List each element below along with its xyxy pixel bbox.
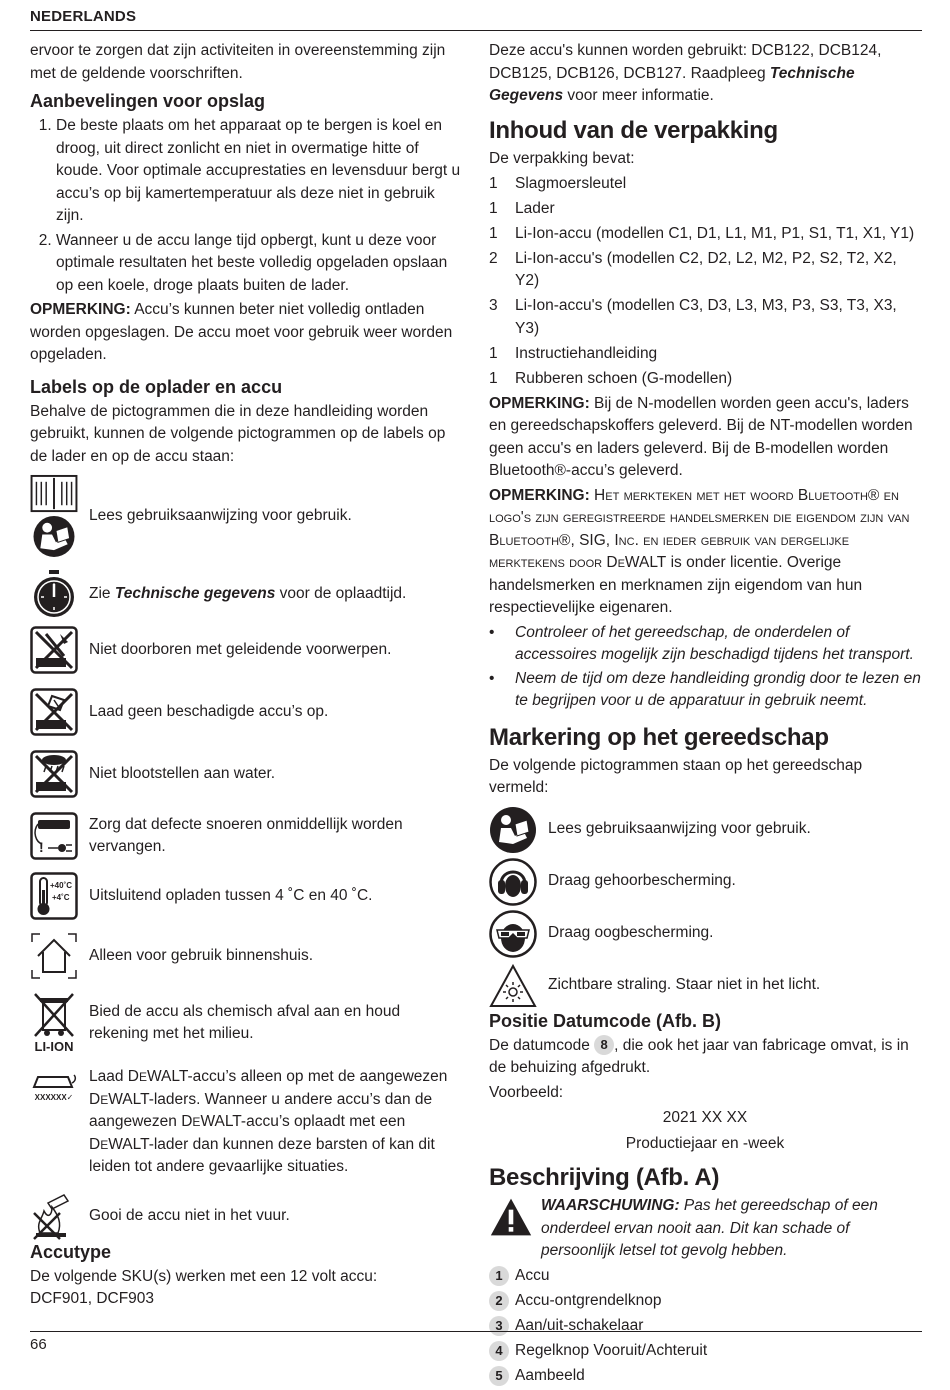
icon-text-recycle: Bied de accu als chemisch afval aan en houd rekening met het milieu. (89, 1002, 401, 1042)
dewalt-t1: Laad D (89, 1068, 139, 1085)
contents-heading: Inhoud van de verpakking (489, 116, 778, 144)
icon-row-cords (30, 812, 462, 860)
battery-compat-text (489, 40, 921, 108)
marking-text-light: Zichtbare straling. Staar niet in het licht. (548, 976, 821, 994)
trademark-note (489, 485, 921, 620)
icon-row-dewalt (30, 1066, 462, 1179)
callout-badge: 2 (489, 1291, 509, 1311)
stopwatch-icon (30, 570, 78, 618)
marking-text-ear: Draag gehoorbescherming. (548, 872, 736, 890)
description-heading: Beschrijving (Afb. A) (489, 1164, 720, 1191)
light-warning-icon (489, 962, 537, 1010)
trademark-text: Het merkteken met het woord Bluetooth® en logo's zijn geregistreerde handelsmerken die eigendom zijn van Bluetooth®, SIG, Inc. en ieder gebruik van dergelijke merktekens door DeWALT (489, 486, 910, 571)
contents-qty: 3 (489, 297, 498, 314)
icon-row-nodamaged (30, 688, 462, 736)
charger-icon (30, 1069, 78, 1093)
accutype-heading: Accutype (30, 1241, 112, 1262)
icon-text-indoor: Alleen voor gebruik binnenshuis. (89, 946, 314, 964)
callout-badge: 8 (594, 1035, 614, 1055)
marking-row-read (489, 806, 921, 854)
indoor-house-icon (30, 932, 78, 980)
header-rule (30, 30, 922, 31)
icon-text-nodamaged: Laad geen beschadigde accu’s op. (89, 702, 329, 720)
warning-triangle-icon (489, 1193, 533, 1241)
part-item (489, 1365, 921, 1388)
read-manual-icon (489, 806, 537, 854)
dewalt-t6: E (192, 1115, 201, 1129)
page-number: 66 (30, 1336, 47, 1353)
accutype-models: DCF901, DCF903 (30, 1290, 155, 1307)
dewalt-t9: WALT-lader dan kunnen deze barsten of kan dit leiden tot andere gevaarlijke situaties. (89, 1135, 435, 1175)
icon-text-timer (89, 583, 462, 606)
no-pierce-icon (30, 626, 78, 674)
contents-label: Lader (515, 199, 555, 217)
manual-book-icon (30, 474, 78, 513)
icon-row-recycle (30, 990, 462, 1056)
callout-badge: 1 (489, 1266, 509, 1286)
labels-heading: Labels op de oplader en accu (30, 376, 283, 397)
icon-text-dewalt (89, 1066, 462, 1179)
contents-qty: 1 (489, 369, 498, 387)
icon-row-nowater (30, 750, 462, 798)
svg-text:+40˚C: +40˚C (50, 881, 73, 890)
warning-text (541, 1195, 921, 1263)
thermometer-icon (30, 872, 78, 920)
callout-badge: 5 (489, 1366, 509, 1386)
svg-text:!: ! (39, 839, 44, 855)
note-text: Bij de N-modellen worden geen accu's, laders en gereedschapskoffers geleverd. Bij de NT-modellen worden geen accu's en laders geleverd. Bij de B-modellen worden Bluetooth®-accu’s geleverd. (489, 394, 913, 479)
part-item (489, 1315, 921, 1338)
contents-qty: 2 (489, 249, 498, 267)
contents-label: Slagmoersleutel (515, 174, 627, 192)
svg-text:+4˚C: +4˚C (52, 893, 70, 902)
read-manual-icon (30, 515, 78, 558)
icon-text-temp: Uitsluitend opladen tussen 4 ˚C en 40 ˚C. (89, 886, 373, 904)
callout-badge: 3 (489, 1316, 509, 1336)
icon-text-cords: Zorg dat defecte snoeren onmiddellijk worden vervangen. (89, 815, 403, 855)
crossed-bin-icon (30, 990, 78, 1038)
dewalt-t8: E (100, 1137, 109, 1152)
storage-list (30, 115, 462, 297)
icon-text-fire: Gooi de accu niet in het vuur. (89, 1207, 290, 1225)
labels-intro: Behalve de pictogrammen die in deze handleiding worden gebruikt, kunnen de volgende pictogrammen op de labels op de lader en op de accu staan: (30, 402, 446, 465)
warning-body: Pas het gereedschap of een onderdeel ervan nooit aan. Dit kan schade of persoonlijk letsel tot gevolg hebben. (541, 1197, 878, 1259)
contents-item (489, 295, 921, 340)
contents-label: Li-Ion-accu (modellen C1, D1, L1, M1, P1, S1, T1, X1, Y1) (515, 224, 915, 242)
page-header: NEDERLANDS (30, 8, 137, 25)
contents-qty: 1 (489, 199, 498, 217)
contents-item (489, 343, 921, 366)
dewalt-t2: E (138, 1070, 147, 1084)
marking-row-ear (489, 858, 921, 906)
intro-text: ervoor te zorgen dat zijn activiteiten in overeenstemming zijn met de geldende voorschriften. (30, 42, 446, 82)
note-label: OPMERKING: (489, 394, 590, 412)
contents-qty: 1 (489, 174, 498, 192)
warning-block (489, 1195, 921, 1263)
example-caption: Productiejaar en -week (625, 1134, 785, 1152)
part-label: Accu (515, 1267, 550, 1284)
timer-text-post: voor de oplaadtijd. (275, 584, 407, 602)
no-damaged-battery-icon (30, 688, 78, 736)
part-label: Regelknop Vooruit/Achteruit (515, 1342, 708, 1359)
contents-list (489, 173, 921, 391)
datecode-text-2: , die ook het jaar van fabricage omvat, is in de behuizing afgedrukt. (489, 1036, 909, 1076)
storage-heading: Aanbevelingen voor opslag (30, 91, 266, 111)
contents-intro: De verpakking bevat: (489, 149, 635, 167)
contents-qty: 1 (489, 224, 498, 242)
footer-rule (30, 1331, 922, 1332)
storage-note (30, 299, 462, 367)
contents-item (489, 368, 921, 391)
no-water-icon (30, 750, 78, 798)
part-label: Accu-ontgrendelknop (515, 1292, 662, 1309)
contents-label: Rubberen schoen (G-modellen) (515, 369, 733, 387)
part-label: Aan/uit-schakelaar (515, 1317, 644, 1334)
contents-item (489, 198, 921, 221)
charger-code: XXXXXX (34, 1093, 67, 1102)
trademark-text-rest: is onder licentie. Overige handelsmerken en merknamen zijn eigendom van hun respectievelijke eigenaren. (489, 554, 863, 616)
datecode-heading: Positie Datumcode (Afb. B) (489, 1010, 722, 1031)
marking-intro: De volgende pictogrammen staan op het gereedschap vermeld: (489, 756, 863, 796)
left-column (30, 40, 462, 1311)
note-label: OPMERKING: (489, 486, 590, 504)
bullet-dot: • (489, 669, 495, 687)
ear-protection-icon (489, 858, 537, 906)
bullet-text: Neem de tijd om deze handleiding grondig door te lezen en te begrijpen voor u de apparatuur in gebruik neemt. (515, 669, 921, 709)
contents-label: Li-Ion-accu's (modellen C2, D2, L2, M2, P2, S2, T2, X2, Y2) (515, 249, 897, 289)
contents-item (489, 173, 921, 196)
compat-text-2: voor meer informatie. (563, 87, 714, 104)
datecode-text (489, 1035, 921, 1080)
timer-text-pre: Zie (89, 584, 115, 602)
bullet-text: Controleer of het gereedschap, de onderdelen of accessoires mogelijk zijn beschadigd tijdens het transport. (515, 623, 914, 663)
marking-row-light (489, 962, 921, 1010)
models-note (489, 393, 921, 483)
marking-text-read: Lees gebruiksaanwijzing voor gebruik. (548, 820, 811, 838)
icon-text-nowater: Niet blootstellen aan water. (89, 764, 276, 782)
timer-link: Technische gegevens (114, 584, 276, 602)
icon-row-indoor (30, 932, 462, 980)
contents-label: Instructiehandleiding (515, 344, 658, 362)
icon-row-read (30, 474, 462, 558)
icon-row-fire (30, 1193, 462, 1241)
parts-list (489, 1265, 921, 1388)
icon-row-temp (30, 872, 462, 920)
note-text: Accu’s kunnen beter niet volledig ontladen worden opgeslagen. De accu moet voor gebruik weer worden opgeladen. (30, 301, 453, 363)
warning-label: WAARSCHUWING: (541, 1197, 680, 1214)
eye-protection-icon (489, 910, 537, 958)
contents-qty: 1 (489, 344, 498, 362)
icon-text-read: Lees gebruiksaanwijzing voor gebruik. (89, 506, 352, 524)
example-code: 2021 XX XX (662, 1109, 748, 1126)
storage-item: 2. Wanneer u de accu lange tijd opbergt, kunt u deze voor optimale resultaten het beste volledig opgeladen opslaan op een koele, droge plaats buiten de lader. (56, 230, 462, 298)
bullet-dot: • (489, 623, 495, 641)
contents-item (489, 223, 921, 246)
dewalt-t4: E (100, 1092, 109, 1107)
dewalt-t3: WALT-accu’s alleen op met de aangewezen D (89, 1068, 448, 1108)
contents-item (489, 248, 921, 293)
dewalt-t7: WALT-accu’s oplaadt met een D (89, 1113, 406, 1153)
example-label: Voorbeeld: (489, 1083, 564, 1101)
defective-cord-icon (30, 812, 78, 860)
part-item (489, 1290, 921, 1313)
callout-badge: 4 (489, 1341, 509, 1361)
bullet-item (489, 622, 921, 667)
datecode-text-1: De datumcode (489, 1036, 595, 1054)
charger-label: XXXXXX✓ (34, 1093, 74, 1102)
part-item (489, 1340, 921, 1363)
bullet-item (489, 668, 921, 713)
tech-data-ref: Technische Gegevens (489, 64, 855, 104)
right-column (489, 40, 921, 1390)
compat-text-1: Deze accu's kunnen worden gebruikt: DCB122, DCB124, DCB125, DCB126, DCB127. Raadpleeg (489, 42, 882, 82)
dewalt-t5: WALT-laders. Wanneer u andere accu’s dan de aangewezen D (89, 1090, 433, 1130)
note-label: OPMERKING: (30, 301, 131, 318)
accutype-text: De volgende SKU(s) werken met een 12 volt accu: (30, 1267, 378, 1285)
contents-label: Li-Ion-accu's (modellen C3, D3, L3, M3, P3, S3, T3, X3, Y3) (515, 297, 897, 337)
marking-text-eye: Draag oogbescherming. (548, 924, 714, 942)
no-fire-icon (30, 1193, 78, 1241)
marking-row-eye (489, 910, 921, 958)
liion-label: LI-ION (34, 1039, 74, 1054)
icon-text-nopierce: Niet doorboren met geleidende voorwerpen. (89, 640, 392, 658)
part-item (489, 1265, 921, 1288)
marking-heading: Markering op het gereedschap (489, 723, 829, 751)
storage-item: 1. De beste plaats om het apparaat op te bergen is koel en droog, uit direct zonlicht en niet in overmatige hitte of koude. Voor optimale accuprestaties en levensduur bergt u accu’s op bij kamertemperatuur als deze niet in gebruik zijn. (56, 115, 462, 228)
icon-row-nopierce (30, 626, 462, 674)
icon-row-timer (30, 570, 462, 618)
part-label: Aambeeld (515, 1367, 585, 1384)
